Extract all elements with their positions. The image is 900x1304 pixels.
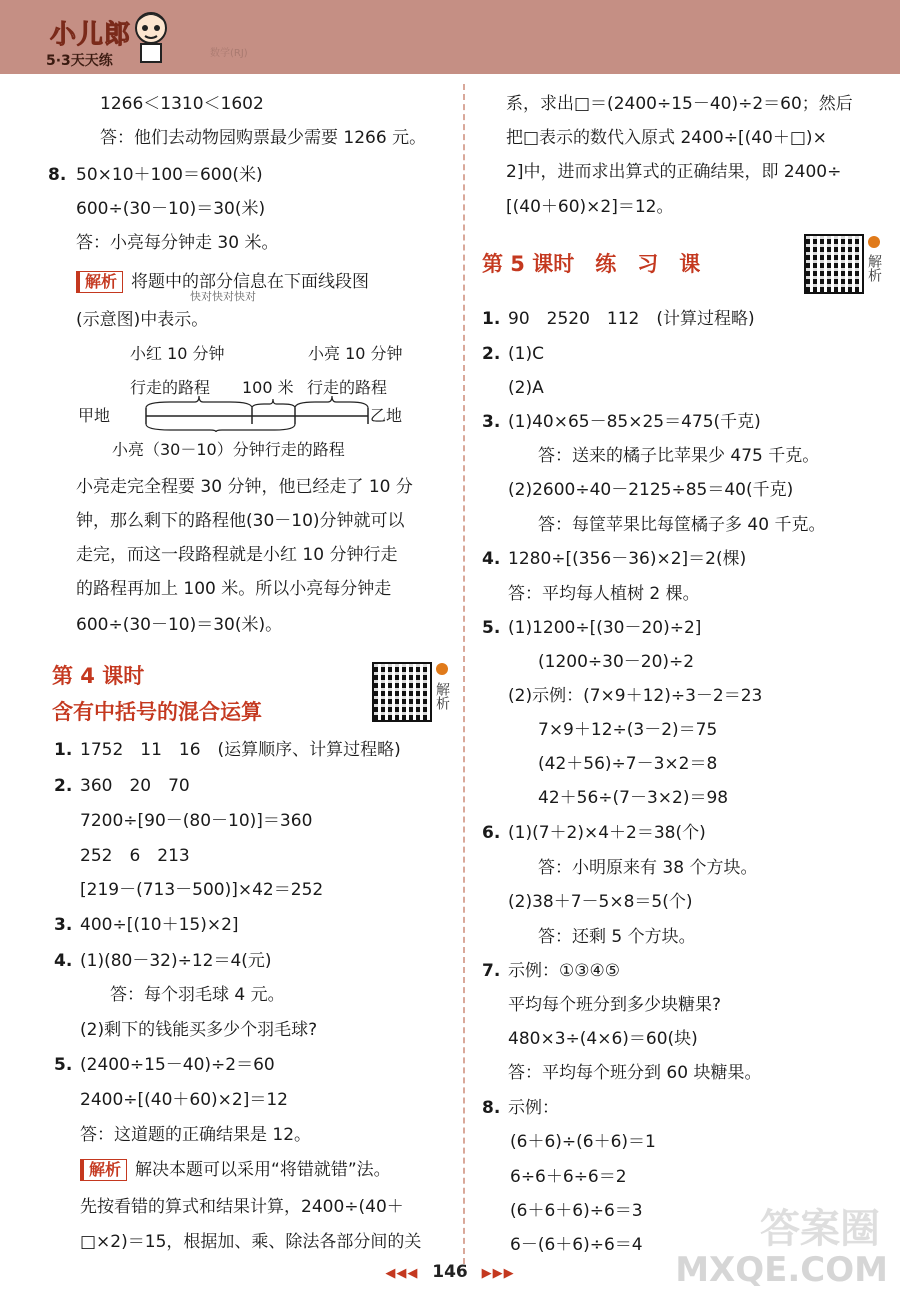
text-line: 答：小明原来有 38 个方块。 [538,858,758,878]
text-line: 把□表示的数代入原式 2400÷[(40＋□)× [506,128,827,148]
text-line: 小亮走完全程要 30 分钟，他已经走了 10 分 [76,477,413,497]
question-number: 8. [48,165,67,185]
text-line: (2400÷15－40)÷2＝60 [80,1055,275,1075]
question-number: 6. [482,823,501,843]
text-line: (2)剩下的钱能买多少个羽毛球? [80,1020,318,1040]
text-line: 600÷(30－10)＝30(米)。 [76,615,283,635]
text-line: 答：平均每个班分到 60 块糖果。 [508,1063,762,1083]
logo-subtitle: 5·3天天练 [46,53,113,69]
question-number: 5. [54,1055,73,1075]
text-line: 42＋56÷(7－3×2)＝98 [538,788,729,808]
column-divider [463,84,465,1264]
stamp-text: 快对快对快对 [190,290,256,303]
diagram-label: 甲地 [78,406,111,425]
analysis-text: 解决本题可以采用“将错就错”法。 [135,1160,391,1180]
text-line: 400÷[(10＋15)×2] [80,915,239,935]
text-line: (42＋56)÷7－3×2＝8 [538,754,718,774]
text-line: 480×3÷(4×6)＝60(块) [508,1029,698,1049]
question-number: 5. [482,618,501,638]
text-line: (2)示例：(7×9＋12)÷3－2＝23 [508,686,763,706]
text-line: [(40＋60)×2]＝12。 [506,197,674,217]
watermark-url: MXQE.COM [675,1250,888,1290]
text-line: (1)(7＋2)×4＋2＝38(个) [508,823,706,843]
question-number: 2. [54,776,73,796]
qr-code-icon[interactable] [804,234,864,294]
text-line: 答：他们去动物园购票最少需要 1266 元。 [100,128,427,148]
question-number: 4. [54,951,73,971]
diagram-label: 行走的路程 [130,378,211,397]
diagram-label: 100 米 [242,378,294,397]
play-icon[interactable] [868,236,880,248]
text-line: (1)C [508,344,544,364]
text-line: 答：每个羽毛球 4 元。 [110,985,285,1005]
text-line: 2400÷[(40＋60)×2]＝12 [80,1090,288,1110]
section-title: 第 4 课时 [52,664,145,688]
diagram-label: 小红 10 分钟 [130,344,225,363]
question-number: 2. [482,344,501,364]
question-number: 3. [482,412,501,432]
text-line: 答：每筐苹果比每筐橘子多 40 千克。 [538,515,826,535]
page-number: 146 [432,1262,468,1282]
section-subtitle: 含有中括号的混合运算 [52,700,262,724]
text-line: (1)1200÷[(30－20)÷2] [508,618,702,638]
text-line: 50×10＋100＝600(米) [76,165,263,185]
text-line: □×2)＝15，根据加、乘、除法各部分间的关 [80,1232,422,1252]
text-line: 2]中，进而求出算式的正确结果，即 2400÷ [506,162,842,182]
text-line: 系，求出□＝(2400÷15－40)÷2＝60；然后 [506,94,853,114]
page-header [0,0,900,74]
text-line: (2)2600÷40－2125÷85＝40(千克) [508,480,794,500]
text-line: 答：还剩 5 个方块。 [538,927,696,947]
text-line: 7×9＋12÷(3－2)＝75 [538,720,718,740]
watermark-logo: 答案圈 [760,1206,880,1252]
question-number: 1. [54,740,73,760]
text-line: 答：送来的橘子比苹果少 475 千克。 [538,446,820,466]
text-line: 7200÷[90－(80－10)]＝360 [80,811,313,831]
analysis-line [80,1158,391,1182]
mascot-icon [130,6,172,66]
text-line: (1)40×65－85×25＝475(千克) [508,412,761,432]
question-number: 1. [482,309,501,329]
text-line: [219－(713－500)]×42＝252 [80,880,324,900]
question-number: 4. [482,549,501,569]
text-line: 示例：①③④⑤ [508,961,620,981]
analysis-text: 将题中的部分信息在下面线段图 [131,272,370,292]
qr-code-icon[interactable] [372,662,432,722]
text-line: (示意图)中表示。 [76,310,209,330]
text-line: 钟，那么剩下的路程他(30－10)分钟就可以 [76,511,405,531]
text-line: 90 2520 112 (计算过程略) [508,309,755,329]
prev-arrows-icon: ◀◀◀ [385,1266,419,1281]
section-title: 第 5 课时 练 习 课 [482,252,701,276]
text-line: 先按看错的算式和结果计算，2400÷(40＋ [80,1197,404,1217]
text-line: (6＋6＋6)÷6＝3 [510,1201,643,1221]
analysis-tag: 解析 [76,271,123,293]
text-line: 答：平均每人植树 2 棵。 [508,584,700,604]
text-line: 答：小亮每分钟走 30 米。 [76,233,279,253]
text-line: 6÷6＋6÷6＝2 [510,1167,627,1187]
segment-lines [140,396,370,432]
play-icon[interactable] [436,663,448,675]
text-line: (2)38＋7－5×8＝5(个) [508,892,693,912]
text-line: 360 20 70 [80,776,190,796]
header-note: 数学(RJ) [210,48,248,59]
text-line: (1)(80－32)÷12＝4(元) [80,951,272,971]
question-number: 8. [482,1098,501,1118]
next-arrows-icon: ▶▶▶ [481,1266,515,1281]
text-line: 6－(6＋6)÷6＝4 [510,1235,643,1255]
text-line: 252 6 213 [80,846,190,866]
text-line: 1266＜1310＜1602 [100,94,264,114]
text-line: 1280÷[(356－36)×2]＝2(棵) [508,549,747,569]
text-line: 的路程再加上 100 米。所以小亮每分钟走 [76,579,392,599]
diagram-label: 乙地 [370,406,403,425]
diagram-label: 行走的路程 [307,378,388,397]
diagram-label: 小亮（30－10）分钟行走的路程 [112,440,345,459]
text-line: 600÷(30－10)＝30(米) [76,199,266,219]
diagram-label: 小亮 10 分钟 [308,344,403,363]
text-line: 1752 11 16 (运算顺序、计算过程略) [80,740,401,760]
text-line: 示例： [508,1098,559,1118]
text-line: (1200÷30－20)÷2 [538,652,695,672]
qr-label: 解析 [866,254,882,282]
text-line: (6＋6)÷(6＋6)＝1 [510,1132,656,1152]
qr-label: 解析 [434,682,450,710]
text-line: (2)A [508,378,544,398]
question-number: 3. [54,915,73,935]
logo-title: 小儿郎 [50,20,132,50]
text-line: 答：这道题的正确结果是 12。 [80,1125,312,1145]
text-line: 平均每个班分到多少块糖果? [508,995,722,1015]
analysis-tag: 解析 [80,1159,127,1181]
question-number: 7. [482,961,501,981]
text-line: 走完，而这一段路程就是小红 10 分钟行走 [76,545,398,565]
